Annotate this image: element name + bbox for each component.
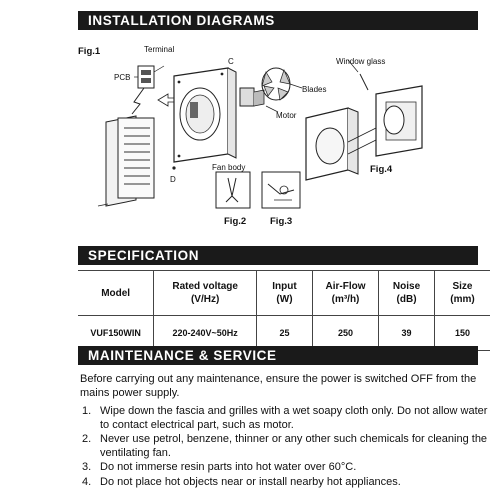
cell-noise: 39 [379, 316, 435, 351]
specification-table [78, 270, 490, 351]
step-number: 4. [82, 475, 92, 488]
window-glass-drawing [306, 60, 422, 180]
list-item [80, 476, 490, 490]
list-item [80, 405, 490, 432]
fig3-drawing [262, 172, 300, 208]
c-label: C [228, 57, 234, 66]
step-text: Wipe down the fascia and grilles with a wet soapy cloth only. Do not allow water to contact electrical part, such as motor. [100, 405, 488, 431]
col-input-label: Input (W) [272, 281, 297, 305]
cell-rated-voltage: 220-240V~50Hz [154, 316, 257, 351]
terminal-label: Terminal [144, 45, 175, 54]
col-rated-voltage-label: Rated voltage (V/Hz) [172, 281, 238, 305]
step-text: Do not immerse resin parts into hot water over 60°C. [100, 461, 357, 473]
col-air-flow-label: Air-Flow (m³/h) [325, 281, 366, 305]
col-noise [379, 271, 435, 316]
specification-header [78, 246, 478, 265]
specification-title: SPECIFICATION [88, 248, 200, 263]
fig1-label: Fig.1 [78, 46, 101, 57]
fig3-label: Fig.3 [270, 216, 293, 227]
cell-input: 25 [257, 316, 313, 351]
step-text: Do not place hot objects near or install nearby hot appliances. [100, 475, 401, 488]
maintenance-header [78, 346, 478, 365]
spec-header-row [78, 271, 490, 316]
cell-air-flow: 250 [312, 316, 378, 351]
installation-diagram [78, 32, 478, 237]
col-size-label: Size (mm) [450, 281, 475, 305]
col-noise-label: Noise (dB) [392, 281, 421, 305]
step-number: 2. [82, 433, 92, 445]
col-input [257, 271, 313, 316]
motor-blades-drawing [240, 68, 302, 112]
fig4-label: Fig.4 [370, 164, 393, 175]
step-text: Never use petrol, benzene, thinner or any other such chemicals for cleaning the ventilating fan. [100, 433, 488, 459]
fig2-drawing [216, 172, 250, 208]
fan-body-label: Fan body [212, 163, 246, 172]
maintenance-steps [80, 405, 490, 490]
maintenance-title: MAINTENANCE & SERVICE [88, 348, 277, 363]
fan-grille-drawing [98, 116, 154, 206]
list-item [80, 433, 490, 460]
motor-label: Motor [276, 111, 297, 120]
pcb-label: PCB [114, 73, 131, 82]
blades-label: Blades [302, 85, 327, 94]
col-model-label: Model [101, 287, 131, 299]
window-glass-label: Window glass [336, 57, 386, 66]
pcb-terminal-drawing [132, 66, 164, 114]
col-rated-voltage [154, 271, 257, 316]
installation-diagrams-header [78, 11, 478, 30]
cell-model: VUF150WIN [78, 316, 154, 351]
d-label: D [170, 175, 176, 184]
list-item [80, 461, 490, 475]
installation-diagrams-title: INSTALLATION DIAGRAMS [88, 13, 275, 28]
cell-size: 150 [435, 316, 491, 351]
step-number: 1. [82, 405, 92, 417]
arrow-icon [158, 94, 176, 106]
step-number: 3. [82, 461, 92, 473]
fan-body-drawing [174, 68, 236, 162]
fig2-label: Fig.2 [224, 216, 247, 227]
col-model [78, 271, 154, 316]
col-size [435, 271, 491, 316]
maintenance-intro: Before carrying out any maintenance, ensure the power is switched OFF from the mains power supply. [80, 373, 477, 399]
col-air-flow [312, 271, 378, 316]
